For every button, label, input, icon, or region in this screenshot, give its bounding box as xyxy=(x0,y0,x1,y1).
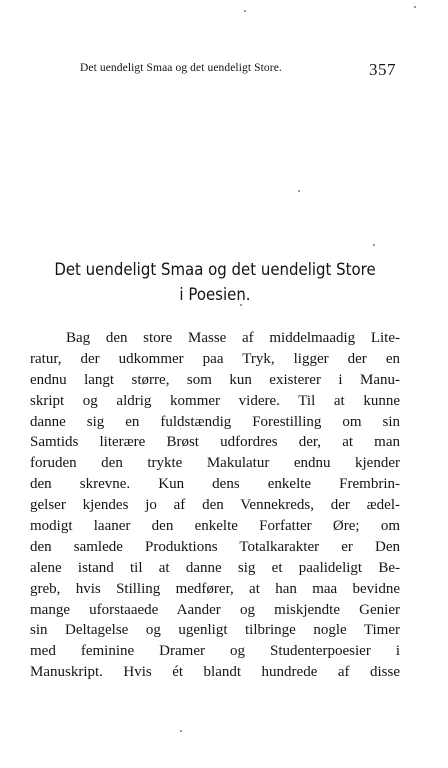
ink-speck xyxy=(414,6,416,8)
chapter-heading-line: i Poesien. xyxy=(179,285,251,305)
text-line: gelser kjendes jo af den Vennekreds, der ædel- xyxy=(30,497,400,514)
text-line: greb, hvis Stilling medfører, at han maa bevidne xyxy=(30,580,400,597)
text-line: mange uforstaaede Aander og miskjendte Genier xyxy=(30,601,400,618)
chapter-heading-line: Det uendeligt Smaa og det uendeligt Store xyxy=(54,260,376,280)
text-line: modigt laaner den enkelte Forfatter Øre; om xyxy=(30,518,400,535)
text-line: ratur, der udkommer paa Tryk, ligger der en xyxy=(30,350,400,367)
text-line: den samlede Produktions Totalkarakter er Den xyxy=(30,538,400,555)
running-head xyxy=(66,60,396,80)
text-line: foruden den trykte Makulatur endnu kjender xyxy=(30,455,400,472)
text-line: Samtids literære Brøst udfordres der, at man xyxy=(30,434,400,451)
ink-speck xyxy=(244,10,246,12)
text-line: alene istand til at danne sig et paalideligt Be- xyxy=(30,559,400,576)
ink-speck xyxy=(298,190,300,192)
text-line: danne sig en fuldstændig Forestilling om sin xyxy=(30,413,400,430)
text-line: den skrevne. Kun dens enkelte Frembrin- xyxy=(30,476,400,493)
text-line: skript og aldrig kommer videre. Til at kunne xyxy=(30,392,400,409)
page-number: 357 xyxy=(369,60,396,79)
chapter-heading xyxy=(52,258,378,308)
ink-speck xyxy=(373,244,375,246)
text-line: sin Deltagelse og ugenligt tilbringe nogle Timer xyxy=(30,622,400,639)
body-paragraph xyxy=(30,328,400,683)
text-line: Bag den store Masse af middelmaadig Lite- xyxy=(66,330,400,346)
running-title: Det uendeligt Smaa og det uendeligt Store. xyxy=(80,62,282,74)
text-line: endnu langt større, som kun existerer i Manu- xyxy=(30,371,400,388)
text-line: Manuskript. Hvis ét blandt hundrede af disse xyxy=(30,664,400,681)
text-line: med feminine Dramer og Studenterpoesier i xyxy=(30,643,400,660)
ink-speck xyxy=(180,730,182,732)
